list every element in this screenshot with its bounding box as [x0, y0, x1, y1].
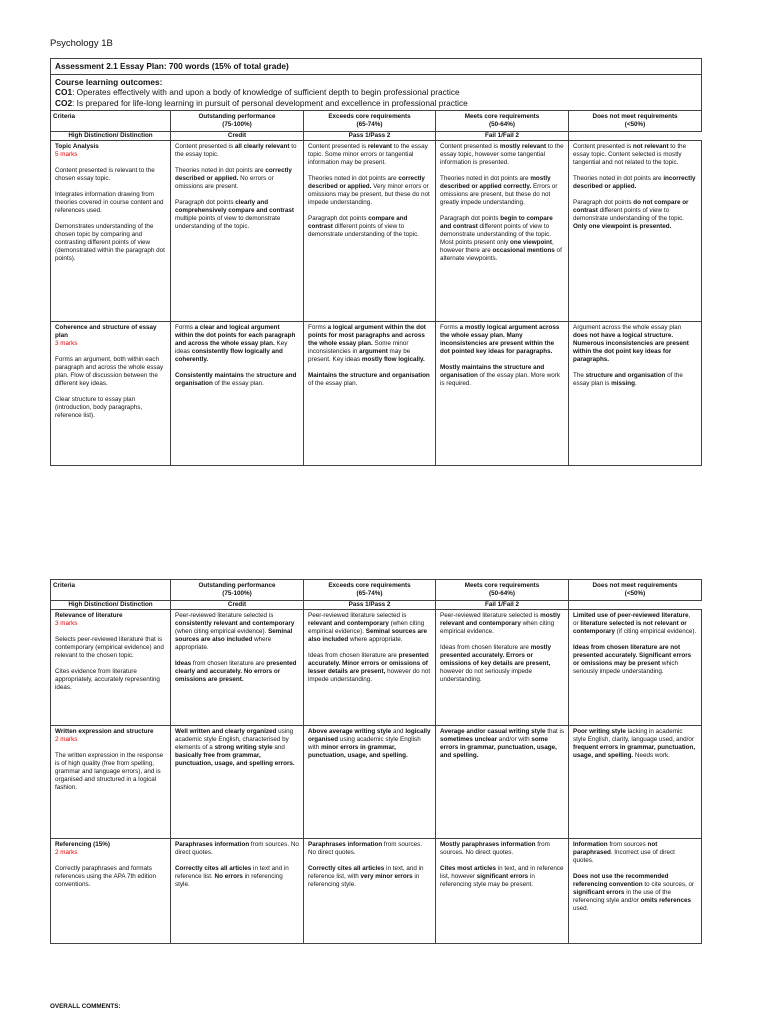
descriptor-text: Limited use of peer-reviewed literature — [573, 612, 689, 619]
criterion-description: Correctly paraphrases and formats references using the APA 7th edition conventions. — [55, 865, 157, 888]
descriptor-cell-c1 — [171, 322, 304, 466]
learning-outcomes — [51, 74, 702, 111]
descriptor-text: Theories noted in dot points are — [308, 175, 399, 182]
descriptor-cell-c2 — [304, 322, 436, 466]
criterion-cell — [51, 322, 171, 466]
criterion-description: Cites evidence from literature appropriately, accurately representing ideas. — [55, 668, 160, 691]
descriptor-text: mostly described or applied correctly. — [440, 175, 551, 190]
exceeds-header: Exceeds core requirements (65-74%) — [304, 580, 436, 601]
table-1-body — [51, 141, 702, 466]
descriptor-paragraph — [175, 660, 299, 684]
descriptor-text: different points of view to demonstrate understanding of the topic. Most points present only — [440, 223, 551, 246]
grade-credit: Credit — [171, 132, 304, 141]
descriptor-paragraph — [573, 873, 697, 913]
descriptor-text: Correctly cites all articles — [175, 865, 252, 872]
descriptor-paragraph — [573, 841, 697, 865]
descriptor-text: Average and/or casual writing style — [440, 728, 546, 735]
descriptor-text: clearly and comprehensively compare and contrast — [175, 199, 294, 214]
descriptor-cell-c2 — [304, 839, 436, 944]
descriptor-text: correctly described or applied. — [308, 175, 425, 190]
meets-header: Meets core requirements (50-64%) — [436, 111, 569, 132]
descriptor-text: do not compare or contrast — [573, 199, 689, 214]
criterion-marks: 3 marks — [55, 340, 78, 347]
descriptor-text: the — [243, 372, 257, 379]
descriptor-cell-c3 — [436, 141, 569, 322]
descriptor-paragraph — [308, 652, 431, 684]
outcomes-heading: Course learning outcomes: — [55, 76, 163, 87]
descriptor-text: strong writing style — [214, 744, 273, 751]
descriptor-text: Content presented is — [308, 143, 368, 150]
descriptor-text: from sources. No direct quotes. — [440, 841, 550, 856]
descriptor-text: to the essay topic. Some minor errors or tangential information may be present. — [308, 143, 428, 166]
descriptor-text: Content presented is — [175, 143, 235, 150]
descriptor-text: in referencing style may be present. — [440, 873, 535, 888]
descriptor-paragraph — [308, 175, 431, 207]
grade-hd: High Distinction/ Distinction — [51, 132, 171, 141]
descriptor-cell-c1 — [171, 839, 304, 944]
descriptor-text: Ideas from chosen literature are — [308, 652, 399, 659]
descriptor-text: consistently relevant and contemporary — [175, 620, 295, 627]
descriptor-text: Needs work. — [633, 752, 670, 759]
descriptor-text: using academic style English with — [308, 736, 421, 751]
descriptor-text: mostly flow logically. — [361, 356, 425, 363]
descriptor-text: Ideas from chosen literature are — [440, 644, 531, 651]
assessment-title: Assessment 2.1 Essay Plan: 700 words (15% of total grade) — [51, 59, 702, 75]
descriptor-cell-c4 — [569, 141, 702, 322]
descriptor-cell-c1 — [171, 726, 304, 839]
rubric-row — [51, 726, 702, 839]
descriptor-text: Maintains the structure and organisation — [308, 372, 430, 379]
descriptor-text: Some minor inconsistencies in — [308, 340, 409, 355]
descriptor-text: incorrectly described or applied. — [573, 175, 696, 190]
descriptor-text: mostly presented accurately. Errors or omissions of key details are present, — [440, 644, 551, 667]
descriptor-text: compare and contrast — [308, 215, 408, 230]
descriptor-cell-c2 — [304, 610, 436, 726]
descriptor-text: which seriously impede understanding. — [573, 660, 678, 675]
descriptor-text: Theories noted in dot points are — [440, 175, 531, 182]
descriptor-text: Seminal sources are also included — [308, 628, 428, 643]
descriptor-text: lacking in academic style English, clarity, language used, and/or — [573, 728, 694, 743]
descriptor-text: in referencing style. — [175, 873, 283, 888]
descriptor-text: to the essay topic. Content selected is mostly tangential and not related to the topic. — [573, 143, 687, 166]
grade-fail: Fail 1/Fail 2 — [436, 132, 569, 141]
descriptor-text: Errors or omissions are present, but these do not greatly impede understanding. — [440, 183, 558, 206]
descriptor-paragraph — [573, 728, 697, 760]
descriptor-text: Does not use the recommended referencing convention — [573, 873, 669, 888]
descriptor-paragraph — [175, 199, 299, 231]
descriptor-text: Peer-reviewed literature selected is — [175, 612, 274, 619]
descriptor-paragraph — [573, 612, 697, 636]
descriptor-paragraph — [308, 372, 431, 388]
descriptor-cell-c2 — [304, 726, 436, 839]
descriptor-text: of the essay plan. — [212, 380, 264, 387]
descriptor-paragraph — [440, 612, 564, 636]
grade-pass: Pass 1/Pass 2 — [304, 132, 436, 141]
outstanding-header: Outstanding performance (75-100%) — [171, 580, 304, 601]
descriptor-paragraph — [175, 324, 299, 364]
descriptor-text: from sources. No direct quotes. — [308, 841, 423, 856]
descriptor-text: Peer-reviewed literature selected is — [440, 612, 541, 619]
descriptor-text: presented accurately. Minor errors or omissions of lesser details are present, — [308, 652, 429, 675]
descriptor-text: (when citing empirical evidence). — [175, 628, 269, 635]
descriptor-text: structure and organisation — [585, 372, 666, 379]
descriptor-paragraph — [308, 143, 431, 167]
descriptor-text: some errors in grammar, punctuation, usage, and spelling. — [440, 736, 557, 759]
descriptor-paragraph — [440, 143, 564, 167]
descriptor-cell-c1 — [171, 610, 304, 726]
descriptor-cell-c3 — [436, 726, 569, 839]
rubric-row — [51, 839, 702, 944]
not-meet-header: Does not meet requirements (<50%) — [569, 580, 702, 601]
descriptor-text: presented clearly and accurately. No errors or omissions are present. — [175, 660, 297, 683]
descriptor-text: Ideas from chosen literature are not presented accurately. Significant errors or omissions may be present — [573, 644, 692, 667]
descriptor-text: Very minor errors or omissions may be present, but these do not impede understanding. — [308, 183, 430, 206]
descriptor-paragraph — [440, 364, 564, 388]
descriptor-text: significant errors — [476, 873, 529, 880]
descriptor-text: Forms — [440, 324, 460, 331]
descriptor-paragraph — [175, 865, 299, 889]
descriptor-text: Theories noted in dot points are — [573, 175, 664, 182]
criterion-marks: 3 marks — [55, 620, 78, 627]
rubric-row — [51, 141, 702, 322]
descriptor-text: Key ideas — [175, 340, 288, 355]
grade-fail: Fail 1/Fail 2 — [436, 601, 569, 610]
grade-credit: Credit — [171, 601, 304, 610]
descriptor-text: Mostly paraphrases information — [440, 841, 536, 848]
descriptor-paragraph — [175, 167, 299, 191]
descriptor-text: Only one viewpoint is presented. — [573, 223, 672, 230]
descriptor-paragraph — [573, 143, 697, 167]
descriptor-text: begin to compare and contrast — [440, 215, 553, 230]
descriptor-text: consistently flow logically and coherently. — [175, 348, 283, 363]
descriptor-text: to cite sources, or — [642, 881, 695, 888]
descriptor-text: however do not impede understanding. — [308, 668, 431, 683]
descriptor-text: . Incorrect use of direct quotes. — [573, 849, 675, 864]
descriptor-paragraph — [175, 143, 299, 159]
descriptor-text: occasional mentions — [492, 247, 555, 254]
descriptor-text: . — [634, 380, 637, 387]
descriptor-text: when citing empirical evidence. — [440, 620, 555, 635]
descriptor-text: all clearly relevant — [234, 143, 290, 150]
descriptor-text: Paragraph dot points — [308, 215, 369, 222]
descriptor-text: very minor errors — [360, 873, 413, 880]
descriptor-paragraph — [175, 728, 299, 768]
criterion-description: Content presented is relevant to the chosen essay topic. — [55, 167, 155, 182]
outcome-co1: CO1: Operates effectively with and upon a body of knowledge of sufficient depth to begin professional practice — [55, 87, 460, 97]
descriptor-paragraph — [308, 612, 431, 644]
descriptor-text: basically free from grammar, punctuation, usage, and spelling errors. — [175, 752, 295, 767]
descriptor-text: of the essay plan. — [308, 380, 358, 387]
descriptor-text: Paragraph dot points — [440, 215, 501, 222]
descriptor-text: Poor writing style — [573, 728, 626, 735]
descriptor-text: to the essay topic. — [175, 143, 297, 158]
descriptor-text: mostly relevant — [499, 143, 547, 150]
descriptor-text: literature selected is not relevant or contemporary — [573, 620, 687, 635]
descriptor-text: in the use of the referencing style and/or — [573, 889, 672, 904]
criteria-header: Criteria — [51, 111, 171, 132]
descriptor-text: that is — [545, 728, 565, 735]
criterion-name: Coherence and structure of essay plan — [55, 324, 157, 339]
descriptor-text: omits references — [640, 897, 691, 904]
descriptor-paragraph — [175, 372, 299, 388]
descriptor-text: not paraphrased — [573, 841, 658, 856]
overall-comments-label: OVERALL COMMENTS: — [50, 1003, 121, 1010]
descriptor-text: Argument across the whole essay plan — [573, 324, 682, 331]
descriptor-paragraph — [308, 324, 431, 364]
descriptor-text: Above average writing style — [308, 728, 392, 735]
descriptor-paragraph — [573, 324, 697, 364]
descriptor-cell-c3 — [436, 610, 569, 726]
criterion-cell — [51, 726, 171, 839]
descriptor-paragraph — [308, 865, 431, 889]
outstanding-header: Outstanding performance (75-100%) — [171, 111, 304, 132]
descriptor-text: in text, and in reference list, with — [308, 865, 424, 880]
exceeds-header: Exceeds core requirements (65-74%) — [304, 111, 436, 132]
descriptor-text: Paraphrases information — [308, 841, 383, 848]
descriptor-text: where appropriate. — [348, 636, 403, 643]
descriptor-paragraph — [308, 728, 431, 760]
descriptor-text: where appropriate. — [175, 636, 272, 651]
criterion-marks: 5 marks — [55, 151, 78, 158]
descriptor-text: Consistently maintains — [175, 372, 244, 379]
descriptor-text: Forms — [175, 324, 195, 331]
descriptor-text: multiple points of view to demonstrate understanding of the topic. — [175, 215, 281, 230]
descriptor-text: argument — [359, 348, 388, 355]
not-meet-header: Does not meet requirements (<50%) — [569, 111, 702, 132]
descriptor-text: Ideas — [175, 660, 192, 667]
descriptor-paragraph — [573, 372, 697, 388]
descriptor-text: a logical argument within the dot points for most paragraphs and across the whole essay plan. — [308, 324, 426, 347]
rubric-table-2 — [50, 579, 701, 944]
grade-pass: Pass 1/Pass 2 — [304, 601, 436, 610]
course-title: Psychology 1B — [50, 38, 113, 49]
descriptor-text: of alternate viewpoints. — [440, 247, 562, 262]
outcome-co2: CO2: Is prepared for life-long learning in pursuit of personal development and excellence in professional practice — [55, 97, 468, 108]
descriptor-text: relevant — [367, 143, 393, 150]
descriptor-text: in text and in reference list. — [175, 865, 289, 880]
descriptor-paragraph — [175, 841, 299, 857]
descriptor-text: of the essay plan. More work is required. — [440, 372, 561, 387]
descriptor-text: logically organised — [308, 728, 431, 743]
descriptor-text: different points of view to demonstrate understanding of the topic. — [308, 223, 419, 238]
descriptor-cell-c2 — [304, 141, 436, 322]
descriptor-text: frequent errors in grammar, punctuation, usage, and spelling. — [573, 744, 696, 759]
descriptor-text: Content presented is — [440, 143, 500, 150]
descriptor-text: structure and organisation — [175, 372, 297, 387]
descriptor-text: minor errors in grammar, punctuation, usage, and spelling. — [308, 744, 408, 759]
descriptor-text: (if citing empirical evidence). — [615, 628, 697, 635]
descriptor-text: in referencing style. — [308, 873, 420, 888]
descriptor-text: to the essay topic, however some tangential information is presented. — [440, 143, 564, 166]
descriptor-text: and — [272, 744, 285, 751]
descriptor-paragraph — [440, 215, 564, 263]
descriptor-text: Seminal sources are also included — [175, 628, 293, 643]
descriptor-text: from chosen literature are — [191, 660, 267, 667]
descriptor-cell-c3 — [436, 322, 569, 466]
meets-header: Meets core requirements (50-64%) — [436, 580, 569, 601]
descriptor-paragraph — [440, 324, 564, 356]
rubric-row — [51, 322, 702, 466]
descriptor-cell-c4 — [569, 839, 702, 944]
descriptor-text: from sources. No direct quotes. — [175, 841, 299, 856]
descriptor-text: No errors — [214, 873, 243, 880]
criterion-description: Clear structure to essay plan (introduction, body paragraphs, reference list). — [55, 396, 143, 419]
descriptor-paragraph — [440, 644, 564, 684]
grade-hd: High Distinction/ Distinction — [51, 601, 171, 610]
descriptor-text: relevant and contemporary — [308, 620, 389, 627]
descriptor-text: No errors or omissions are present. — [175, 175, 274, 190]
descriptor-text: missing — [611, 380, 635, 387]
descriptor-text: Cites most articles — [440, 865, 496, 872]
criteria-header: Criteria — [51, 580, 171, 601]
descriptor-text: correctly described or applied. — [175, 167, 292, 182]
criterion-name: Topic Analysis — [55, 143, 99, 150]
criterion-description: Demonstrates understanding of the chosen topic by comparing and contrasting different points of view (demonstrated within the paragraph dot points). — [55, 223, 165, 262]
descriptor-text: used. — [573, 905, 589, 912]
descriptor-text: in text, and in reference list, however — [440, 865, 564, 880]
descriptor-text: different points of view to demonstrate understanding of the topic. — [573, 207, 684, 222]
descriptor-text: of the essay plan is — [573, 372, 683, 387]
descriptor-text: Forms — [308, 324, 328, 331]
descriptor-text: Correctly cites all articles — [308, 865, 385, 872]
descriptor-text: and/or with — [497, 736, 532, 743]
descriptor-text: Peer-reviewed literature selected is — [308, 612, 407, 619]
descriptor-text: does not have a logical structure. Numerous inconsistencies are present within the dot point key ideas for paragraphs. — [573, 332, 689, 363]
descriptor-cell-c4 — [569, 610, 702, 726]
criterion-name: Relevance of literature — [55, 612, 123, 619]
descriptor-text: a clear and logical argument within the dot points for each paragraph and across the whole essay plan. — [175, 324, 296, 347]
descriptor-text: Theories noted in dot points are — [175, 167, 266, 174]
descriptor-paragraph — [573, 199, 697, 231]
criterion-marks: 2 marks — [55, 736, 78, 743]
descriptor-text: a mostly logical argument across the whole essay plan. Many inconsistencies are present within the dot pointed key ideas for paragraphs. — [440, 324, 560, 355]
criterion-cell — [51, 141, 171, 322]
criterion-marks: 2 marks — [55, 849, 78, 856]
descriptor-text: The — [573, 372, 586, 379]
descriptor-text: and — [391, 728, 406, 735]
descriptor-paragraph — [308, 215, 431, 239]
descriptor-paragraph — [175, 612, 299, 652]
descriptor-text: sometimes unclear — [440, 736, 498, 743]
criterion-description: Selects peer-reviewed literature that is contemporary (empirical evidence) and relevant to the chosen topic. — [55, 636, 164, 659]
descriptor-text: Information — [573, 841, 608, 848]
descriptor-paragraph — [573, 175, 697, 191]
criterion-description: Forms an argument, both within each paragraph and across the whole essay plan. Flow of discussion between the different key ideas. — [55, 356, 164, 387]
descriptor-text: using academic style English, characterised by elements of a — [175, 728, 294, 751]
descriptor-text: may be present. Key ideas — [308, 348, 411, 363]
table-2-body — [51, 610, 702, 944]
criterion-name: Written expression and structure — [55, 728, 154, 735]
descriptor-text: however do not seriously impede understanding. — [440, 668, 533, 683]
descriptor-text: not relevant — [632, 143, 669, 150]
descriptor-text: Paragraph dot points — [573, 199, 634, 206]
descriptor-cell-c1 — [171, 141, 304, 322]
descriptor-cell-c4 — [569, 726, 702, 839]
rubric-table-1 — [50, 58, 701, 466]
criterion-name: Referencing (15%) — [55, 841, 110, 848]
descriptor-paragraph — [440, 175, 564, 207]
descriptor-paragraph — [440, 841, 564, 857]
descriptor-cell-c4 — [569, 322, 702, 466]
descriptor-text: Mostly maintains the structure and organisation — [440, 364, 545, 379]
descriptor-paragraph — [573, 644, 697, 676]
descriptor-paragraph — [308, 841, 431, 857]
criterion-cell — [51, 610, 171, 726]
descriptor-text: Paragraph dot points — [175, 199, 236, 206]
descriptor-cell-c3 — [436, 839, 569, 944]
descriptor-text: from sources — [607, 841, 648, 848]
descriptor-text: Content presented is — [573, 143, 633, 150]
descriptor-text: , or — [573, 612, 691, 627]
descriptor-text: , however there are — [440, 239, 554, 254]
descriptor-paragraph — [440, 728, 564, 760]
criterion-cell — [51, 839, 171, 944]
descriptor-text: one viewpoint — [510, 239, 552, 246]
descriptor-text: Well written and clearly organized — [175, 728, 277, 735]
descriptor-paragraph — [440, 865, 564, 889]
descriptor-text: (when citing empirical evidence). — [308, 620, 425, 635]
criterion-description: The written expression in the response is of high quality (free from spelling, grammar and language errors), and is organised and structured in a logical fashion. — [55, 752, 164, 791]
descriptor-text: Paraphrases information — [175, 841, 250, 848]
rubric-row — [51, 610, 702, 726]
descriptor-text: significant errors — [573, 889, 625, 896]
criterion-description: Integrates information drawing from theories covered in course content and references used. — [55, 191, 164, 214]
descriptor-text: mostly relevant and contemporary — [440, 612, 561, 627]
